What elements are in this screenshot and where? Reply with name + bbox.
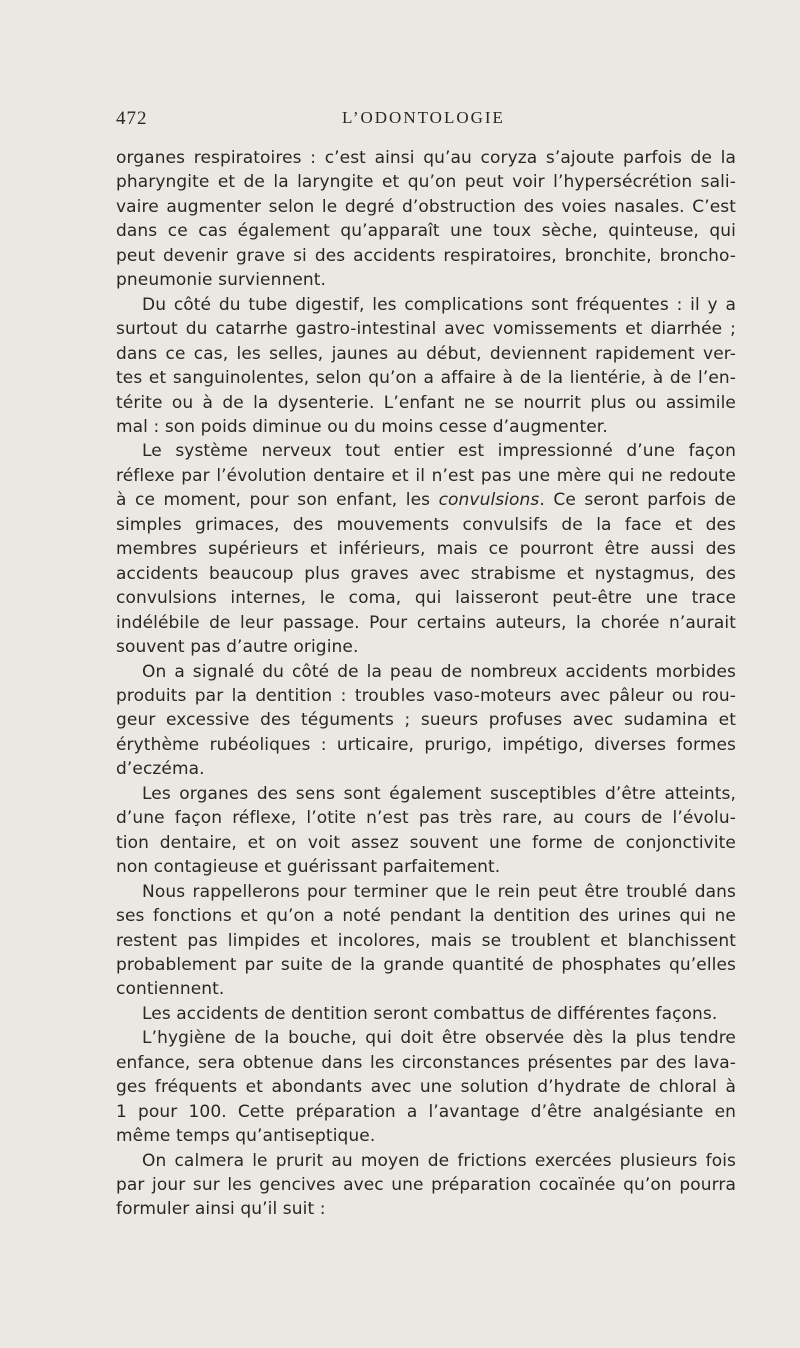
paragraph (116, 880, 736, 1002)
paragraph (116, 782, 736, 880)
text-line: indélébile de leur passage. Pour certains auteurs, la chorée n’aurait (116, 612, 736, 633)
text-line: Du côté du tube digestif, les complications sont fréquentes : il y a (142, 294, 736, 315)
text-line: pneumonie surviennent. (116, 270, 327, 291)
text-line: organes respiratoires : c’est ainsi qu’au coryza s’ajoute parfois de la (116, 148, 736, 168)
text-line: dans ce cas également qu’apparaît une toux sèche, quinteuse, qui (116, 221, 736, 242)
page-header (116, 108, 736, 138)
text-line: peut devenir grave si des accidents respiratoires, bronchite, broncho- (116, 245, 736, 266)
text-line: dans ce cas, les selles, jaunes au début, deviennent rapidement ver- (116, 343, 736, 364)
text-line: même temps qu’antiseptique. (116, 1126, 376, 1147)
paragraph (116, 1149, 736, 1222)
text-line: tes et sanguinolentes, selon qu’on a affaire à de la lientérie, à de l’en- (116, 368, 736, 389)
text-line: simples grimaces, des mouvements convulsifs de la face et des (116, 514, 736, 535)
text-line: Les organes des sens sont également susceptibles d’être atteints, (142, 783, 736, 804)
text-line: probablement par suite de la grande quantité de phosphates qu’elles (116, 954, 736, 975)
paragraph (116, 660, 736, 782)
text-line: On a signalé du côté de la peau de nombreux accidents morbides (142, 661, 736, 682)
text-line: 1 pour 100. Cette préparation a l’avantage d’être analgésiante en (116, 1101, 736, 1122)
text-line: érythème rubéoliques : urticaire, prurigo, impétigo, diverses formes (116, 734, 736, 755)
text-line: L’hygiène de la bouche, qui doit être observée dès la plus tendre (142, 1028, 736, 1049)
emphasized-term: convulsions (438, 490, 540, 511)
text-line: formuler ainsi qu’il suit : (116, 1199, 326, 1220)
text-line: d’eczéma. (116, 759, 205, 780)
text-line: non contagieuse et guérissant parfaitement. (116, 857, 501, 878)
text-line: ses fonctions et qu’on a noté pendant la dentition des urines qui ne (116, 906, 736, 927)
text-line: produits par la dentition : troubles vaso-moteurs avec pâleur ou rou- (116, 685, 736, 706)
text-line: restent pas limpides et incolores, mais se troublent et blanchissent (116, 930, 736, 951)
text-line: accidents beaucoup plus graves avec strabisme et nystagmus, des (116, 563, 736, 584)
text-line: vaire augmenter selon le degré d’obstruction des voies nasales. C’est (116, 196, 736, 217)
paragraph (116, 146, 736, 293)
text-line: Nous rappellerons pour terminer que le rein peut être troublé dans (142, 881, 736, 902)
text-line: geur excessive des téguments ; sueurs profuses avec sudamina et (116, 710, 736, 731)
text-line: ges fréquents et abondants avec une solution d’hydrate de chloral à (116, 1077, 736, 1098)
text-line: souvent pas d’autre origine. (116, 637, 359, 658)
text-line: térite ou à de la dysenterie. L’enfant ne se nourrit plus ou assimile (116, 392, 736, 413)
paragraph (116, 293, 736, 440)
text-line: par jour sur les gencives avec une préparation cocaïnée qu’on pourra (116, 1175, 736, 1196)
text-line: à ce moment, pour son enfant, les convulsions. Ce seront parfois de (116, 490, 737, 511)
text-line: Les accidents de dentition seront combattus de différentes façons. (142, 1003, 718, 1024)
paragraph (116, 1002, 736, 1026)
text-line: tion dentaire, et on voit assez souvent une forme de conjonctivite (116, 832, 736, 853)
text-line: mal : son poids diminue ou du moins cesse d’augmenter. (116, 416, 608, 437)
text-line: surtout du catarrhe gastro-intestinal avec vomissements et diarrhée ; (116, 319, 736, 340)
text-line: Le système nerveux tout entier est impressionné d’une façon (142, 441, 736, 462)
text-line: contiennent. (116, 979, 225, 1000)
text-line: d’une façon réflexe, l’otite n’est pas très rare, au cours de l’évolu- (116, 808, 736, 829)
text-line: réflexe par l’évolution dentaire et il n’est pas une mère qui ne redoute (116, 465, 736, 486)
paragraph (116, 439, 736, 659)
body-text (116, 146, 736, 1222)
paragraph (116, 1026, 736, 1148)
page-number: 472 (116, 108, 148, 129)
text-line: convulsions internes, le coma, qui laisseront peut-être une trace (116, 588, 736, 609)
running-title: L’ODONTOLOGIE (342, 108, 505, 127)
text-line: On calmera le prurit au moyen de frictions exercées plusieurs fois (142, 1150, 736, 1171)
text-line: membres supérieurs et inférieurs, mais ce pourront être aussi des (116, 539, 736, 560)
text-line: pharyngite et de la laryngite et qu’on peut voir l’hypersécrétion sali- (116, 172, 736, 193)
text-line: enfance, sera obtenue dans les circonstances présentes par des lava- (116, 1052, 736, 1073)
